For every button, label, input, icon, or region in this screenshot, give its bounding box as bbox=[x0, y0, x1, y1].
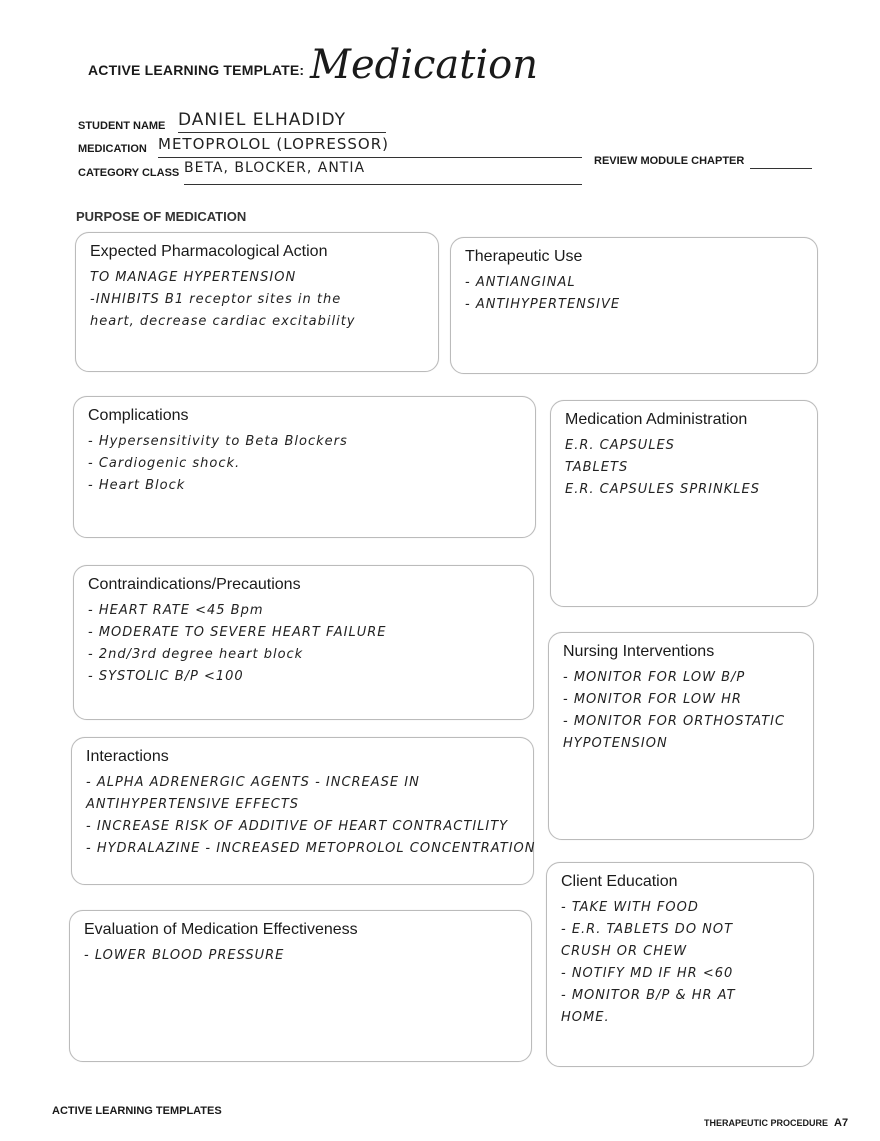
section-title: Client Education bbox=[561, 873, 678, 890]
handwritten-line: - ANTIANGINAL bbox=[465, 275, 576, 290]
category-field[interactable]: BETA, BLOCKER, ANTIA bbox=[184, 160, 582, 185]
handwritten-line: - MONITOR FOR ORTHOSTATIC bbox=[563, 714, 786, 729]
handwritten-line: -INHIBITS B1 receptor sites in the bbox=[90, 292, 342, 307]
evaluation-box bbox=[69, 910, 532, 1062]
section-title: Therapeutic Use bbox=[465, 248, 583, 265]
section-title: Nursing Interventions bbox=[563, 643, 715, 660]
handwritten-line: CRUSH OR CHEW bbox=[561, 944, 688, 959]
handwritten-line: TO MANAGE HYPERTENSION bbox=[90, 270, 297, 285]
purpose-heading: PURPOSE OF MEDICATION bbox=[76, 209, 247, 224]
nursing-interventions-box bbox=[548, 632, 814, 840]
template-label: ACTIVE LEARNING TEMPLATE: bbox=[88, 62, 305, 78]
page-title: Medication bbox=[310, 42, 538, 88]
section-title: Contraindications/Precautions bbox=[88, 576, 301, 593]
section-title: Complications bbox=[88, 407, 189, 424]
section-title: Interactions bbox=[86, 748, 169, 765]
handwritten-line: - Cardiogenic shock. bbox=[88, 456, 241, 471]
section-title: Medication Administration bbox=[565, 411, 748, 428]
expected-action-box bbox=[75, 232, 439, 372]
page-number: A7 bbox=[834, 1117, 849, 1129]
footer-left: ACTIVE LEARNING TEMPLATES bbox=[52, 1105, 222, 1117]
contraindications-box bbox=[73, 565, 534, 720]
student-name-field[interactable]: DANIEL ELHADIDY bbox=[178, 110, 386, 133]
handwritten-line: - TAKE WITH FOOD bbox=[561, 900, 699, 915]
handwritten-line: HYPOTENSION bbox=[563, 736, 668, 751]
handwritten-line: ANTIHYPERTENSIVE EFFECTS bbox=[86, 797, 300, 812]
footer-right bbox=[704, 1117, 848, 1129]
interactions-box bbox=[71, 737, 534, 885]
handwritten-line: - Heart Block bbox=[88, 478, 186, 493]
handwritten-line: E.R. CAPSULES bbox=[565, 438, 675, 453]
medication-label: MEDICATION bbox=[78, 143, 147, 155]
handwritten-line: heart, decrease cardiac excitability bbox=[90, 314, 356, 329]
review-module-field[interactable] bbox=[750, 154, 812, 169]
handwritten-line: - HEART RATE <45 Bpm bbox=[88, 603, 264, 618]
handwritten-line: HOME. bbox=[561, 1010, 610, 1025]
handwritten-line: - NOTIFY MD IF HR <60 bbox=[561, 966, 734, 981]
student-name-label: STUDENT NAME bbox=[78, 120, 166, 132]
handwritten-line: - SYSTOLIC B/P <100 bbox=[88, 669, 244, 684]
handwritten-line: - MONITOR B/P & HR AT bbox=[561, 988, 736, 1003]
footer-section: THERAPEUTIC PROCEDURE bbox=[704, 1118, 829, 1128]
administration-box bbox=[550, 400, 818, 607]
handwritten-line: - ALPHA ADRENERGIC AGENTS - INCREASE IN bbox=[86, 775, 420, 790]
therapeutic-use-box bbox=[450, 237, 818, 374]
handwritten-line: - 2nd/3rd degree heart block bbox=[88, 647, 304, 662]
handwritten-line: - ANTIHYPERTENSIVE bbox=[465, 297, 621, 312]
medication-field[interactable]: METOPROLOL (LOPRESSOR) bbox=[158, 135, 582, 158]
handwritten-line: - E.R. TABLETS DO NOT bbox=[561, 922, 734, 937]
handwritten-line: - INCREASE RISK OF ADDITIVE OF HEART CONTRACTILITY bbox=[86, 819, 509, 834]
handwritten-line: - HYDRALAZINE - INCREASED METOPROLOL CONCENTRATION bbox=[86, 841, 536, 856]
handwritten-line: - MONITOR FOR LOW B/P bbox=[563, 670, 746, 685]
section-title: Expected Pharmacological Action bbox=[90, 243, 328, 260]
handwritten-line: - MODERATE TO SEVERE HEART FAILURE bbox=[88, 625, 387, 640]
section-title: Evaluation of Medication Effectiveness bbox=[84, 921, 358, 938]
handwritten-line: - MONITOR FOR LOW HR bbox=[563, 692, 742, 707]
handwritten-line: TABLETS bbox=[565, 460, 629, 475]
client-education-box bbox=[546, 862, 814, 1067]
category-label: CATEGORY CLASS bbox=[78, 167, 180, 179]
handwritten-line: E.R. CAPSULES SPRINKLES bbox=[565, 482, 760, 497]
review-module-label: REVIEW MODULE CHAPTER bbox=[594, 155, 745, 167]
handwritten-line: - LOWER BLOOD PRESSURE bbox=[84, 948, 285, 963]
handwritten-line: - Hypersensitivity to Beta Blockers bbox=[88, 434, 348, 449]
complications-box bbox=[73, 396, 536, 538]
